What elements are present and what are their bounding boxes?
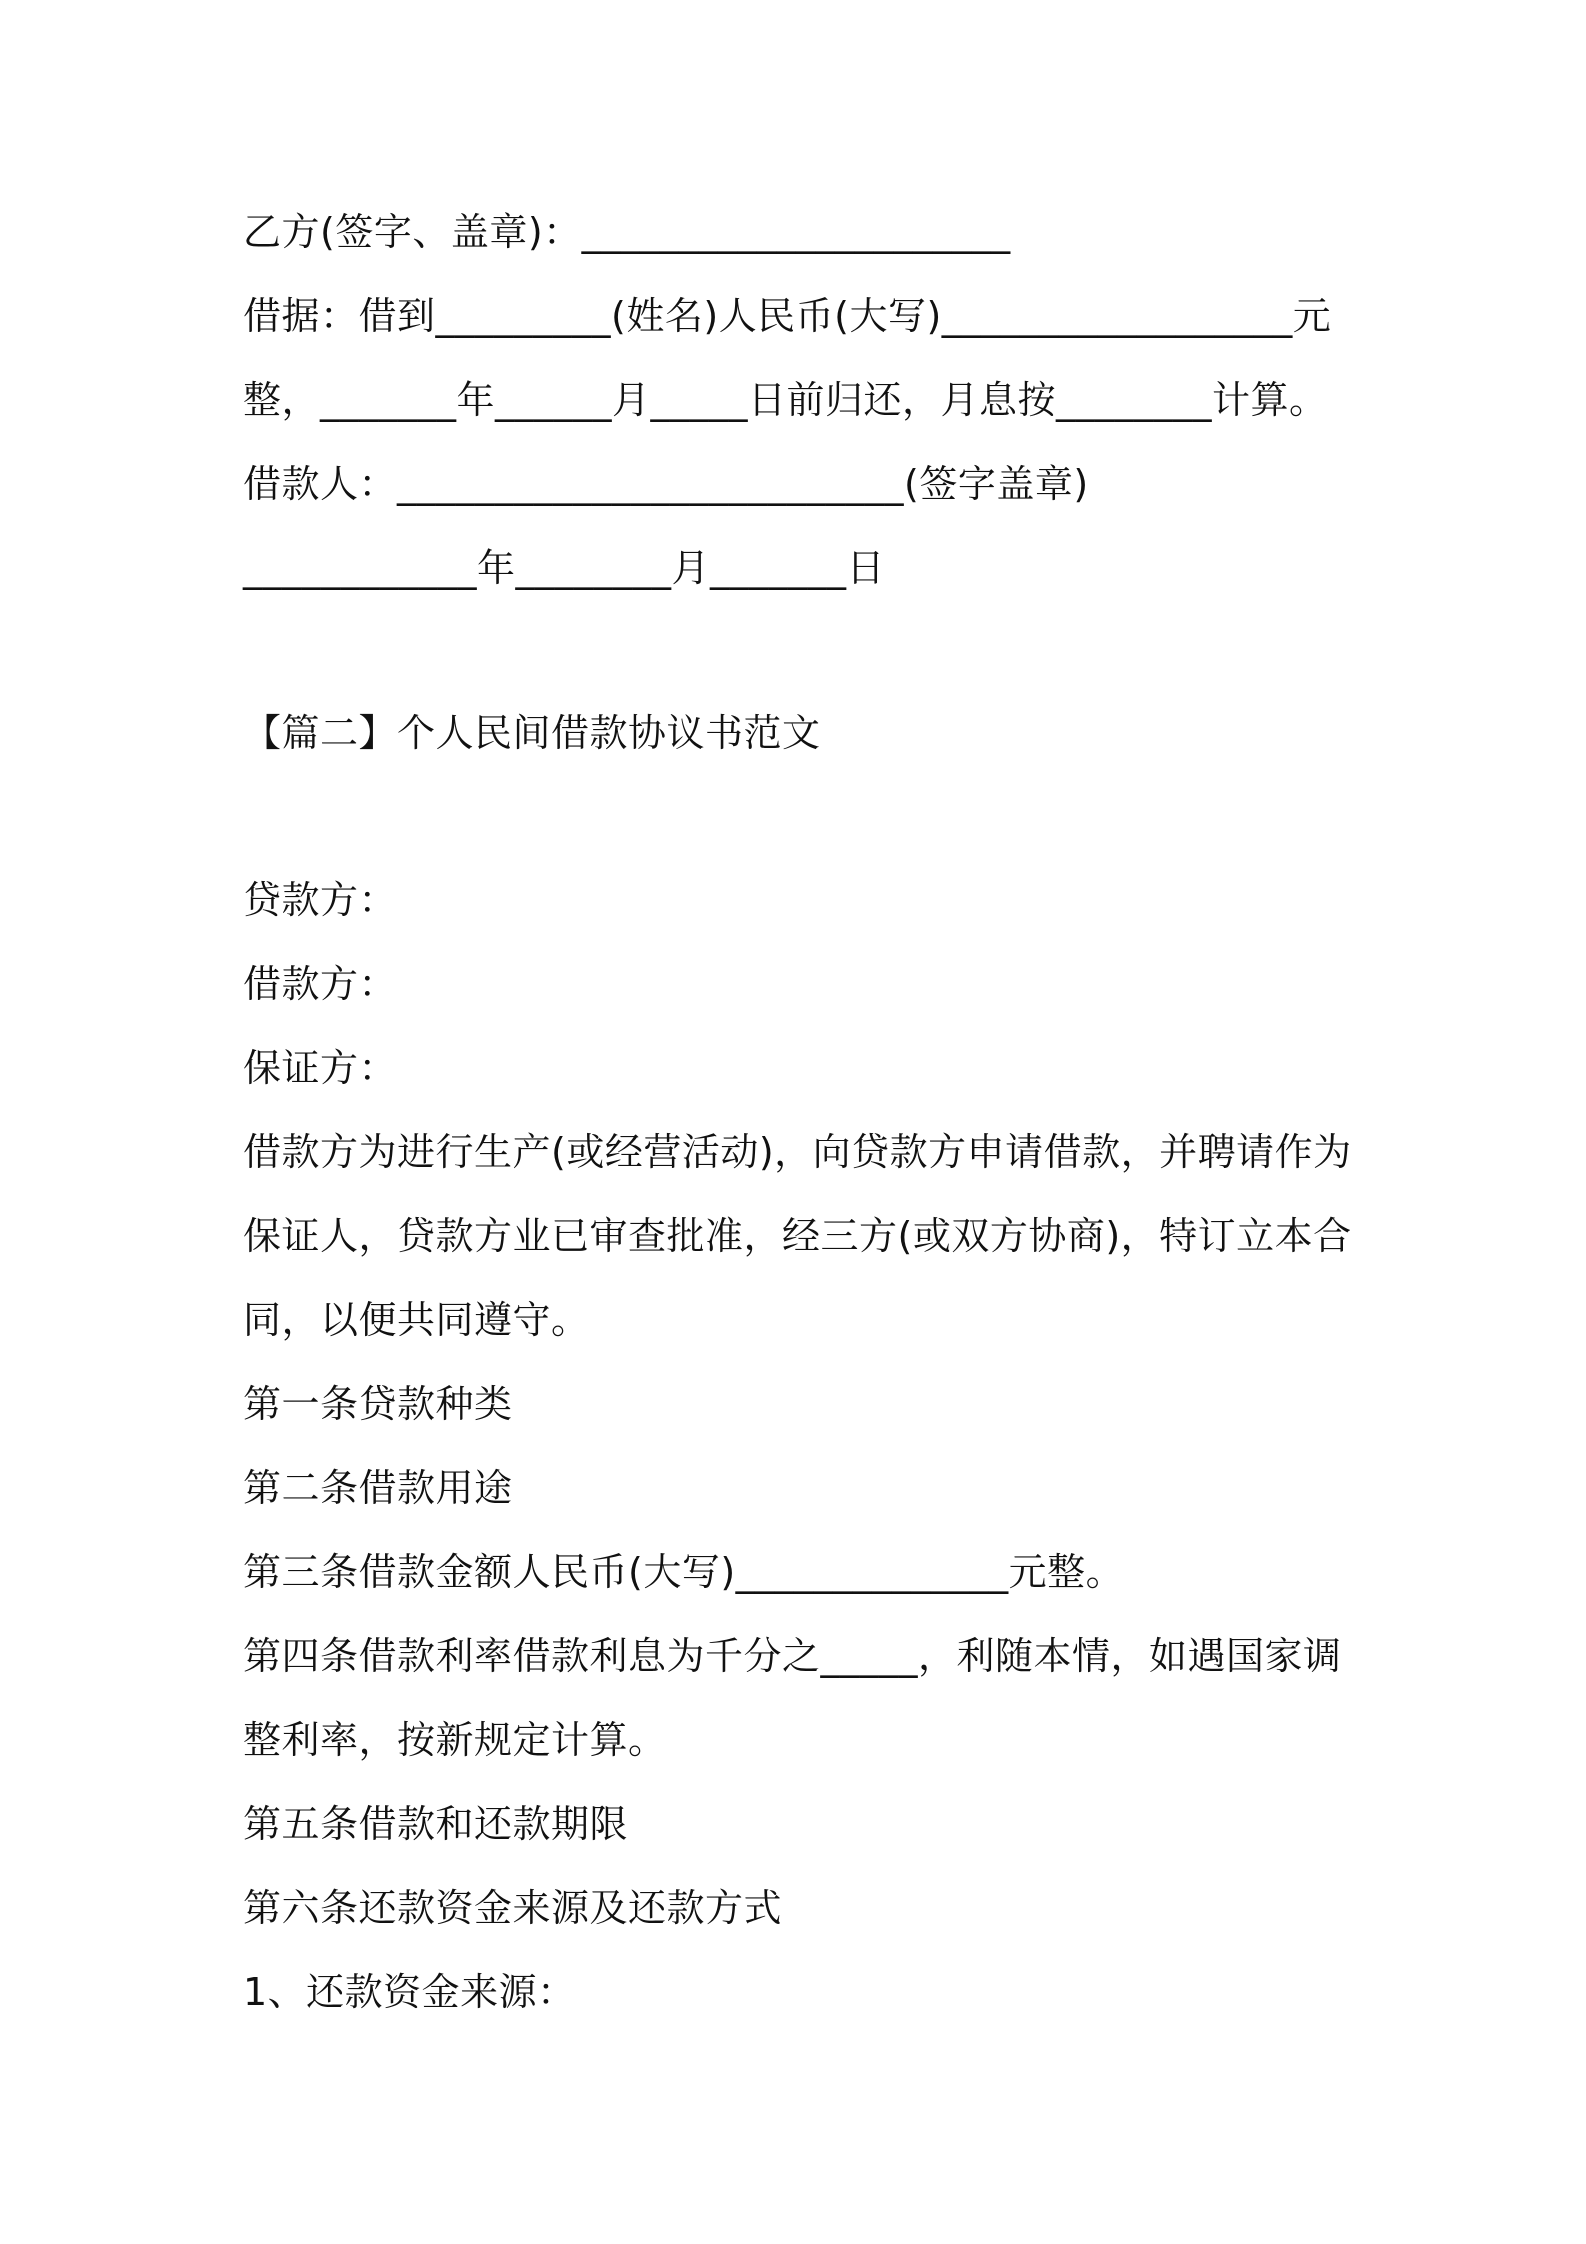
guarantor-field: 保证方： bbox=[243, 1046, 398, 1090]
repayment-source-item: 1、还款资金来源： bbox=[243, 1970, 576, 2014]
article-3: 第三条借款金额人民币(大写)______________元整。 bbox=[243, 1550, 1125, 1594]
party-b-signature-line: 乙方(签字、盖章)：______________________ bbox=[243, 210, 1011, 254]
borrower-field: 借款方： bbox=[243, 962, 398, 1006]
article-4-line-1: 第四条借款利率借款利息为千分之_____，利随本情，如遇国家调 bbox=[243, 1634, 1342, 1678]
paragraph-line-3: 同，以便共同遵守。 bbox=[243, 1298, 590, 1342]
lender-field: 贷款方： bbox=[243, 878, 398, 922]
receipt-line-1: 借据：借到_________(姓名)人民币(大写)__________________元 bbox=[243, 294, 1332, 338]
article-6: 第六条还款资金来源及还款方式 bbox=[243, 1886, 783, 1930]
receipt-line-2: 整，_______年______月_____日前归还，月息按________计算。 bbox=[243, 378, 1328, 422]
date-line: ____________年________月_______日 bbox=[243, 546, 886, 590]
article-5: 第五条借款和还款期限 bbox=[243, 1802, 629, 1846]
article-2: 第二条借款用途 bbox=[243, 1466, 513, 1510]
article-4-line-2: 整利率，按新规定计算。 bbox=[243, 1718, 667, 1762]
section-heading: 【篇二】个人民间借款协议书范文 bbox=[243, 711, 821, 755]
borrower-signature-line: 借款人：__________________________(签字盖章) bbox=[243, 462, 1089, 506]
paragraph-line-1: 借款方为进行生产(或经营活动)，向贷款方申请借款，并聘请作为 bbox=[243, 1130, 1352, 1174]
paragraph-line-2: 保证人，贷款方业已审查批准，经三方(或双方协商)，特订立本合 bbox=[243, 1214, 1352, 1258]
article-1: 第一条贷款种类 bbox=[243, 1382, 513, 1426]
